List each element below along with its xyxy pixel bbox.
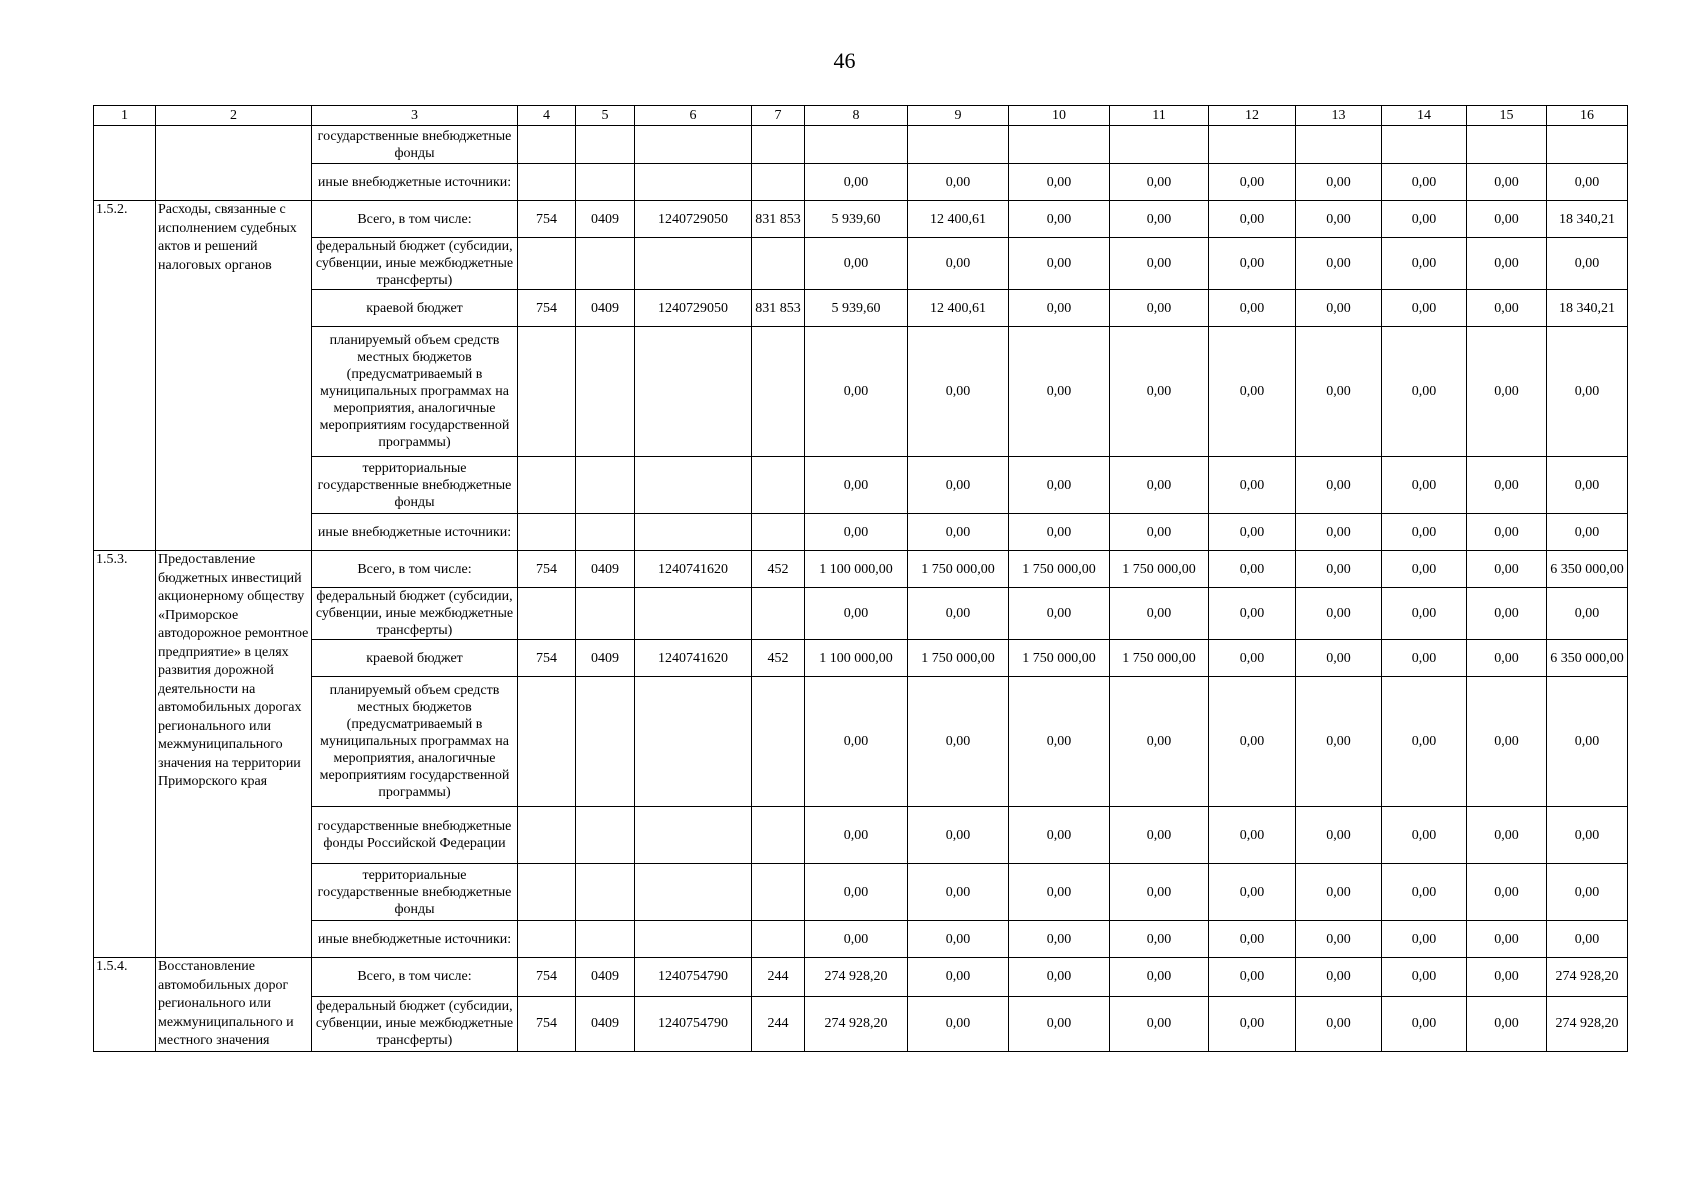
value-cell: 0,00 — [908, 996, 1009, 1051]
value-cell: 0,00 — [1547, 864, 1628, 921]
row-number: 1.5.3. — [94, 551, 156, 958]
value-cell: 0,00 — [1009, 807, 1110, 864]
funding-source: территориальные государственные внебюджетные фонды — [312, 864, 518, 921]
value-cell: 0,00 — [908, 238, 1009, 290]
section-code — [576, 921, 635, 958]
value-cell: 0,00 — [1382, 588, 1467, 640]
target-article-code: 1240741620 — [635, 640, 752, 677]
value-cell — [805, 126, 908, 164]
grbs-code — [518, 514, 576, 551]
section-code: 0409 — [576, 201, 635, 238]
target-article-code: 1240754790 — [635, 996, 752, 1051]
grbs-code — [518, 327, 576, 457]
funding-source: иные внебюджетные источники: — [312, 164, 518, 201]
value-cell: 0,00 — [1296, 327, 1382, 457]
target-article-code: 1240754790 — [635, 958, 752, 997]
value-cell: 0,00 — [1009, 921, 1110, 958]
value-cell: 12 400,61 — [908, 201, 1009, 238]
funding-source: федеральный бюджет (субсидии, субвенции, иные межбюджетные трансферты) — [312, 588, 518, 640]
value-cell: 0,00 — [1209, 201, 1296, 238]
expense-type-code — [752, 164, 805, 201]
value-cell: 0,00 — [1382, 807, 1467, 864]
value-cell: 0,00 — [908, 327, 1009, 457]
value-cell: 1 750 000,00 — [908, 640, 1009, 677]
value-cell — [1296, 126, 1382, 164]
value-cell: 0,00 — [1467, 807, 1547, 864]
value-cell: 0,00 — [1547, 457, 1628, 514]
expense-type-code — [752, 921, 805, 958]
expense-type-code — [752, 864, 805, 921]
value-cell: 0,00 — [1296, 677, 1382, 807]
value-cell: 0,00 — [908, 588, 1009, 640]
table-row — [94, 457, 1628, 514]
value-cell: 0,00 — [1009, 677, 1110, 807]
value-cell: 1 750 000,00 — [1110, 640, 1209, 677]
value-cell: 0,00 — [1209, 514, 1296, 551]
value-cell: 0,00 — [1110, 864, 1209, 921]
section-code — [576, 807, 635, 864]
value-cell — [1382, 126, 1467, 164]
value-cell: 0,00 — [1209, 958, 1296, 997]
grbs-code: 754 — [518, 996, 576, 1051]
target-article-code: 1240741620 — [635, 551, 752, 588]
value-cell: 0,00 — [1547, 588, 1628, 640]
grbs-code: 754 — [518, 958, 576, 997]
section-code — [576, 164, 635, 201]
value-cell: 0,00 — [1009, 996, 1110, 1051]
value-cell: 0,00 — [1547, 238, 1628, 290]
value-cell: 0,00 — [1467, 864, 1547, 921]
value-cell: 0,00 — [1009, 164, 1110, 201]
funding-source: территориальные государственные внебюджетные фонды — [312, 457, 518, 514]
target-article-code — [635, 807, 752, 864]
value-cell — [908, 126, 1009, 164]
expense-type-code: 452 — [752, 640, 805, 677]
target-article-code — [635, 677, 752, 807]
funding-source: Всего, в том числе: — [312, 958, 518, 997]
column-header: 12 — [1209, 106, 1296, 126]
expense-type-code: 244 — [752, 958, 805, 997]
section-code: 0409 — [576, 551, 635, 588]
section-code — [576, 864, 635, 921]
value-cell: 0,00 — [1296, 514, 1382, 551]
column-header: 16 — [1547, 106, 1628, 126]
funding-source: государственные внебюджетные фонды Российской Федерации — [312, 807, 518, 864]
value-cell: 18 340,21 — [1547, 201, 1628, 238]
value-cell — [1209, 126, 1296, 164]
expense-type-code — [752, 677, 805, 807]
target-article-code — [635, 457, 752, 514]
value-cell: 0,00 — [1382, 551, 1467, 588]
value-cell: 0,00 — [1547, 807, 1628, 864]
value-cell: 0,00 — [1110, 807, 1209, 864]
value-cell: 0,00 — [1467, 551, 1547, 588]
section-code — [576, 588, 635, 640]
value-cell: 0,00 — [1467, 921, 1547, 958]
section-code — [576, 327, 635, 457]
value-cell: 0,00 — [1296, 807, 1382, 864]
value-cell: 0,00 — [908, 921, 1009, 958]
value-cell: 0,00 — [1296, 921, 1382, 958]
value-cell: 0,00 — [1382, 864, 1467, 921]
table-row — [94, 290, 1628, 327]
value-cell: 0,00 — [1467, 640, 1547, 677]
value-cell: 0,00 — [908, 457, 1009, 514]
value-cell — [1009, 126, 1110, 164]
value-cell: 0,00 — [908, 514, 1009, 551]
value-cell: 0,00 — [805, 327, 908, 457]
table-row — [94, 126, 1628, 164]
grbs-code — [518, 126, 576, 164]
value-cell: 274 928,20 — [1547, 996, 1628, 1051]
value-cell: 0,00 — [1110, 921, 1209, 958]
expense-type-code — [752, 457, 805, 514]
value-cell: 0,00 — [1110, 327, 1209, 457]
row-number — [94, 126, 156, 201]
funding-source: планируемый объем средств местных бюджетов (предусматриваемый в муниципальных программах на мероприятия, аналогичные мероприятиям государственной программы) — [312, 677, 518, 807]
grbs-code — [518, 807, 576, 864]
funding-source: государственные внебюджетные фонды — [312, 126, 518, 164]
table-row — [94, 677, 1628, 807]
expense-type-code — [752, 238, 805, 290]
value-cell: 0,00 — [908, 164, 1009, 201]
section-code — [576, 457, 635, 514]
value-cell: 0,00 — [1209, 996, 1296, 1051]
value-cell: 0,00 — [1009, 514, 1110, 551]
expense-type-code — [752, 807, 805, 864]
funding-source: краевой бюджет — [312, 640, 518, 677]
value-cell: 0,00 — [1296, 864, 1382, 921]
value-cell — [1547, 126, 1628, 164]
expense-type-code — [752, 126, 805, 164]
funding-source: Всего, в том числе: — [312, 551, 518, 588]
value-cell: 0,00 — [1110, 588, 1209, 640]
value-cell: 0,00 — [1296, 290, 1382, 327]
target-article-code — [635, 238, 752, 290]
section-code: 0409 — [576, 640, 635, 677]
value-cell: 0,00 — [1009, 238, 1110, 290]
value-cell: 0,00 — [1110, 996, 1209, 1051]
section-code — [576, 238, 635, 290]
value-cell: 0,00 — [1296, 588, 1382, 640]
expense-type-code — [752, 588, 805, 640]
table-row — [94, 588, 1628, 640]
value-cell: 12 400,61 — [908, 290, 1009, 327]
value-cell: 0,00 — [1547, 677, 1628, 807]
grbs-code — [518, 864, 576, 921]
expense-type-code — [752, 327, 805, 457]
value-cell: 0,00 — [805, 807, 908, 864]
column-header: 3 — [312, 106, 518, 126]
value-cell: 0,00 — [1382, 514, 1467, 551]
value-cell: 0,00 — [805, 238, 908, 290]
target-article-code — [635, 864, 752, 921]
value-cell: 0,00 — [1009, 201, 1110, 238]
measure-name — [156, 126, 312, 201]
value-cell: 1 100 000,00 — [805, 551, 908, 588]
grbs-code — [518, 588, 576, 640]
section-code — [576, 126, 635, 164]
table-row — [94, 640, 1628, 677]
table-row — [94, 514, 1628, 551]
target-article-code — [635, 126, 752, 164]
value-cell: 0,00 — [908, 864, 1009, 921]
value-cell: 0,00 — [1296, 201, 1382, 238]
value-cell: 0,00 — [805, 864, 908, 921]
funding-source: иные внебюджетные источники: — [312, 921, 518, 958]
expense-type-code: 831 853 — [752, 290, 805, 327]
column-header: 2 — [156, 106, 312, 126]
value-cell: 0,00 — [1110, 958, 1209, 997]
table-row — [94, 921, 1628, 958]
section-code: 0409 — [576, 958, 635, 997]
column-header: 10 — [1009, 106, 1110, 126]
value-cell: 0,00 — [805, 164, 908, 201]
funding-source: краевой бюджет — [312, 290, 518, 327]
measure-name: Предоставление бюджетных инвестиций акционерному обществу «Приморское автодорожное ремонтное предприятие» в целях развития дорожной деятельности на автомобильных дорогах регионального или межмуниципального значения на территории Приморского края — [156, 551, 312, 958]
funding-source: планируемый объем средств местных бюджетов (предусматриваемый в муниципальных программах на мероприятия, аналогичные мероприятиям государственной программы) — [312, 327, 518, 457]
value-cell: 0,00 — [1382, 996, 1467, 1051]
value-cell: 0,00 — [1467, 290, 1547, 327]
value-cell: 0,00 — [1296, 238, 1382, 290]
value-cell: 0,00 — [1009, 290, 1110, 327]
value-cell: 5 939,60 — [805, 290, 908, 327]
value-cell: 0,00 — [1110, 201, 1209, 238]
expense-type-code — [752, 514, 805, 551]
value-cell: 0,00 — [1110, 677, 1209, 807]
column-header: 7 — [752, 106, 805, 126]
value-cell: 0,00 — [1382, 921, 1467, 958]
funding-source: федеральный бюджет (субсидии, субвенции, иные межбюджетные трансферты) — [312, 996, 518, 1051]
grbs-code — [518, 457, 576, 514]
table-row — [94, 551, 1628, 588]
value-cell: 0,00 — [805, 677, 908, 807]
value-cell: 0,00 — [1296, 640, 1382, 677]
value-cell: 18 340,21 — [1547, 290, 1628, 327]
value-cell: 5 939,60 — [805, 201, 908, 238]
value-cell: 0,00 — [1467, 588, 1547, 640]
column-header: 14 — [1382, 106, 1467, 126]
measure-name: Расходы, связанные с исполнением судебных актов и решений налоговых органов — [156, 201, 312, 551]
target-article-code — [635, 514, 752, 551]
value-cell: 0,00 — [1009, 327, 1110, 457]
target-article-code: 1240729050 — [635, 290, 752, 327]
table-row — [94, 201, 1628, 238]
value-cell: 0,00 — [1009, 958, 1110, 997]
column-header: 11 — [1110, 106, 1209, 126]
grbs-code — [518, 164, 576, 201]
value-cell: 0,00 — [1209, 551, 1296, 588]
value-cell: 6 350 000,00 — [1547, 551, 1628, 588]
budget-table — [93, 105, 1628, 1052]
row-number: 1.5.4. — [94, 958, 156, 1052]
grbs-code: 754 — [518, 201, 576, 238]
value-cell: 0,00 — [1382, 677, 1467, 807]
value-cell: 0,00 — [1467, 996, 1547, 1051]
value-cell: 0,00 — [908, 677, 1009, 807]
table-row — [94, 164, 1628, 201]
value-cell: 0,00 — [1467, 514, 1547, 551]
table-row — [94, 238, 1628, 290]
value-cell: 0,00 — [1209, 677, 1296, 807]
section-code: 0409 — [576, 290, 635, 327]
value-cell: 0,00 — [1209, 864, 1296, 921]
value-cell: 274 928,20 — [805, 958, 908, 997]
value-cell — [1110, 126, 1209, 164]
value-cell: 0,00 — [1547, 921, 1628, 958]
value-cell: 0,00 — [1209, 807, 1296, 864]
expense-type-code: 831 853 — [752, 201, 805, 238]
value-cell: 0,00 — [1296, 457, 1382, 514]
value-cell: 0,00 — [1382, 201, 1467, 238]
section-code — [576, 514, 635, 551]
row-number: 1.5.2. — [94, 201, 156, 551]
value-cell: 0,00 — [1209, 640, 1296, 677]
column-header: 6 — [635, 106, 752, 126]
value-cell: 0,00 — [1382, 164, 1467, 201]
funding-source: Всего, в том числе: — [312, 201, 518, 238]
value-cell: 0,00 — [805, 514, 908, 551]
section-code: 0409 — [576, 996, 635, 1051]
table-row — [94, 864, 1628, 921]
value-cell: 0,00 — [1110, 238, 1209, 290]
target-article-code — [635, 588, 752, 640]
value-cell: 0,00 — [1009, 864, 1110, 921]
value-cell: 0,00 — [805, 457, 908, 514]
value-cell: 0,00 — [1009, 457, 1110, 514]
expense-type-code: 244 — [752, 996, 805, 1051]
target-article-code — [635, 921, 752, 958]
section-code — [576, 677, 635, 807]
target-article-code — [635, 164, 752, 201]
value-cell: 0,00 — [1467, 327, 1547, 457]
table-row — [94, 958, 1628, 997]
value-cell: 1 750 000,00 — [1110, 551, 1209, 588]
funding-source: федеральный бюджет (субсидии, субвенции, иные межбюджетные трансферты) — [312, 238, 518, 290]
grbs-code — [518, 921, 576, 958]
value-cell: 0,00 — [1209, 457, 1296, 514]
page-number: 46 — [833, 48, 856, 73]
table-row — [94, 996, 1628, 1051]
value-cell: 0,00 — [1110, 164, 1209, 201]
value-cell: 0,00 — [1209, 588, 1296, 640]
column-header: 4 — [518, 106, 576, 126]
value-cell: 274 928,20 — [805, 996, 908, 1051]
value-cell: 0,00 — [1382, 958, 1467, 997]
value-cell: 0,00 — [1209, 327, 1296, 457]
value-cell: 0,00 — [1209, 238, 1296, 290]
target-article-code — [635, 327, 752, 457]
value-cell: 6 350 000,00 — [1547, 640, 1628, 677]
value-cell: 0,00 — [908, 807, 1009, 864]
value-cell: 0,00 — [805, 588, 908, 640]
funding-source: иные внебюджетные источники: — [312, 514, 518, 551]
value-cell: 0,00 — [1547, 514, 1628, 551]
column-header: 15 — [1467, 106, 1547, 126]
value-cell: 0,00 — [1110, 457, 1209, 514]
value-cell: 0,00 — [1296, 164, 1382, 201]
table-row — [94, 807, 1628, 864]
value-cell: 0,00 — [1110, 290, 1209, 327]
value-cell: 0,00 — [908, 958, 1009, 997]
column-header: 1 — [94, 106, 156, 126]
value-cell: 0,00 — [1467, 457, 1547, 514]
column-header: 13 — [1296, 106, 1382, 126]
value-cell: 0,00 — [1296, 996, 1382, 1051]
value-cell — [1467, 126, 1547, 164]
grbs-code: 754 — [518, 551, 576, 588]
value-cell: 1 750 000,00 — [908, 551, 1009, 588]
value-cell: 0,00 — [1382, 457, 1467, 514]
value-cell: 274 928,20 — [1547, 958, 1628, 997]
value-cell: 0,00 — [805, 921, 908, 958]
grbs-code — [518, 677, 576, 807]
value-cell: 0,00 — [1382, 640, 1467, 677]
value-cell: 0,00 — [1382, 327, 1467, 457]
value-cell: 0,00 — [1382, 238, 1467, 290]
value-cell: 0,00 — [1209, 921, 1296, 958]
value-cell: 0,00 — [1296, 958, 1382, 997]
column-header: 5 — [576, 106, 635, 126]
value-cell: 0,00 — [1382, 290, 1467, 327]
value-cell: 0,00 — [1547, 327, 1628, 457]
target-article-code: 1240729050 — [635, 201, 752, 238]
value-cell: 0,00 — [1209, 290, 1296, 327]
header-row — [94, 106, 1628, 126]
table-row — [94, 327, 1628, 457]
value-cell: 0,00 — [1467, 201, 1547, 238]
value-cell: 0,00 — [1467, 164, 1547, 201]
grbs-code: 754 — [518, 640, 576, 677]
value-cell: 1 100 000,00 — [805, 640, 908, 677]
value-cell: 1 750 000,00 — [1009, 640, 1110, 677]
value-cell: 0,00 — [1110, 514, 1209, 551]
value-cell: 0,00 — [1467, 677, 1547, 807]
value-cell: 0,00 — [1209, 164, 1296, 201]
column-header: 9 — [908, 106, 1009, 126]
value-cell: 0,00 — [1467, 238, 1547, 290]
value-cell: 0,00 — [1296, 551, 1382, 588]
expense-type-code: 452 — [752, 551, 805, 588]
column-header: 8 — [805, 106, 908, 126]
grbs-code: 754 — [518, 290, 576, 327]
value-cell: 0,00 — [1467, 958, 1547, 997]
value-cell: 1 750 000,00 — [1009, 551, 1110, 588]
value-cell: 0,00 — [1009, 588, 1110, 640]
grbs-code — [518, 238, 576, 290]
measure-name: Восстановление автомобильных дорог регионального или межмуниципального и местного значения — [156, 958, 312, 1052]
value-cell: 0,00 — [1547, 164, 1628, 201]
